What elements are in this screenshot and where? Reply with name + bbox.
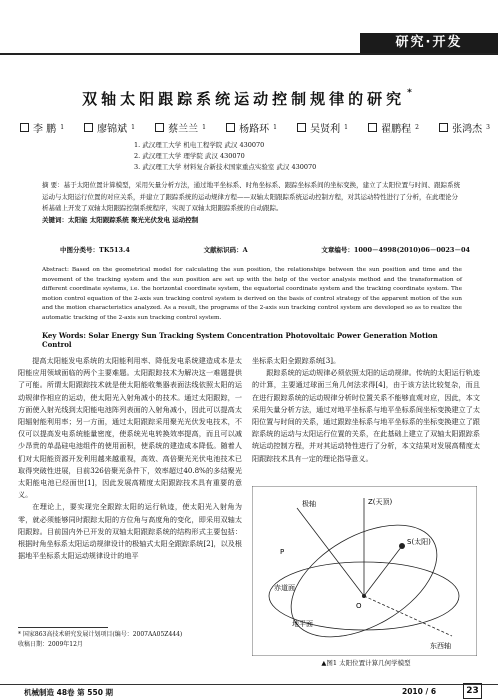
author-affiliation-mark: 1 (344, 124, 348, 131)
author-affiliation-mark: 2 (415, 124, 419, 131)
document-code: 文献标识码：A (203, 246, 248, 254)
section-banner: 研究·开发 (360, 33, 498, 53)
author-affiliation-mark: 1 (131, 124, 135, 131)
classification-row (60, 245, 470, 254)
author-affiliation-mark: 1 (202, 124, 206, 131)
body-paragraph: 坐标系太阳全跟踪系统[3]。 (252, 356, 341, 365)
author-name: 吴贤利 (310, 124, 341, 135)
footer-rule (0, 684, 498, 685)
body-paragraph: 提高太阳能发电系统的太阳能利用率、降低发电系统建造成本是太阳能应用领域面临的两个主要难题。太阳跟踪技术为解决这一难题提供了可能。所谓太阳跟踪技术就是使太阳能收集器表面法线依照太阳的运动规律作相应的运动，使太阳光入射角减小的技术。通过太阳跟踪，一方面使入射光线到太阳能电池阵列表面的入射角减小，因此可以提高太阳辐射能利用率；另一方面，通过太阳跟踪采用聚光光伏发电技术，不仅可以提高发电系统能量密度，使系统光电转换效率提高，而且可以减少昂贵的单晶硅电池组件的使用面积，使系统的建造成本降低。随着人们对太阳能资源开发利用越来越重视，高效、高倍聚光光伏电池技术已取得突破性进展，目前326倍聚光条件下，效率超过40.8%的多结聚光太阳能电池已经面世[1]，因此发展高精度太阳跟踪技术具有重要的意义。 (18, 356, 242, 500)
author-box-icon (439, 123, 448, 132)
author-affiliation-mark: 1 (60, 124, 65, 131)
author-box-icon (368, 123, 377, 132)
article-number: 文章编号：1000－4998(2010)06－0023－04 (321, 246, 470, 254)
sun-point (399, 543, 405, 549)
abstract-cn-text: 摘 要：基于太阳位置计算模型，采用矢量分析方法，通过地平坐标系、时角坐标系、跟踪坐标系间的坐标变换，建立了太阳位置与时间、跟踪系统运动与太阳运行位置的对应关系，并建立了跟踪系统的运动规律方程——双轴太阳跟踪系统运动控制方程，对其运动特性进行了分析，在此理论分析基础上开发了双轴太阳跟踪控制系统程序，实现了双轴太阳跟踪系统的自动跟踪。 (42, 181, 461, 212)
author-affiliation-mark: 1 (273, 124, 277, 131)
body-paragraph: 跟踪系统的运动规律必须依照太阳的运动规律。传统的太阳运行轨迹的计算，主要通过球面三角几何法求得[4]，由于该方法比较复杂，而且在进行跟踪系统的运动规律分析时位置关系不能够直观对应，因此，本文采用矢量分析方法，通过对地平坐标系与地平坐标系间坐标变换建立了太阳位置与时间的关系，通过跟踪坐标系与地平坐标系的坐标变换建立了跟踪系统的运动与太阳运行位置的关系，在此基础上建立了双轴太阳跟踪系统运动控制方程，并对其运动特性进行了分析，本文结果对发展高精度太阳跟踪技术具有一定的理论指导意义。 (252, 368, 480, 463)
body-paragraph: 在理论上，要实现完全跟踪太阳的运行轨迹，使太阳光入射角为零，就必须能够同时跟踪太阳的方位角与高度角的变化，即采用双轴太阳跟踪。目前国内外已开发的双轴太阳跟踪系统的结构形式主要包括：根据时角坐标系太阳运动规律设计的极轴式太阳全跟踪系统[2]，以及根据地平坐标系太阳运动规律设计的地平 (18, 502, 242, 561)
author-box-icon (155, 123, 164, 132)
author (368, 120, 419, 135)
figure-label: S(太阳) (407, 538, 431, 546)
keywords-cn: 关键词：太阳能 太阳跟踪系统 聚光光伏发电 运动控制 (42, 215, 199, 224)
author-name: 廖锦斌 (97, 124, 128, 135)
sun-geometry-diagram (252, 486, 477, 656)
funding-note: * 国家863高技术研究发展计划项目(编号：2007AA05Z444) (18, 631, 183, 638)
issue-date: 2010 / 6 (402, 687, 437, 696)
author (439, 120, 490, 135)
author (155, 120, 206, 135)
author (297, 120, 348, 135)
author (84, 120, 135, 135)
paper-title-text: 双轴太阳跟踪系统运动控制规律的研究 (82, 90, 406, 108)
author-list (20, 120, 490, 135)
journal-issue: 机械制造 48卷 第 550 期 (24, 688, 114, 697)
paper-title (0, 88, 498, 109)
affiliation-1: 1. 武汉理工大学 机电工程学院 武汉 430070 (134, 141, 265, 149)
figure-label: O (356, 602, 362, 610)
figure-label: P (280, 548, 285, 556)
page-number: 23 (463, 683, 482, 699)
abstract-chinese (42, 180, 462, 226)
author-name: 翟鹏程 (381, 124, 412, 135)
footnotes (18, 630, 248, 650)
figure-label: 东西轴 (430, 642, 451, 650)
figure-label: 地平面 (292, 620, 313, 628)
author-box-icon (20, 123, 29, 132)
author-box-icon (84, 123, 93, 132)
clc-number: 中图分类号：TK513.4 (60, 246, 130, 254)
author-name: 张鸿杰 (452, 124, 483, 135)
origin-point (362, 594, 366, 598)
title-footnote-mark: * (407, 88, 416, 98)
figure-label: Z(天顶) (368, 498, 393, 506)
figure-sun-position-model (252, 486, 477, 656)
received-date: 收稿日期：2009年12月 (18, 641, 83, 648)
affiliation-2: 2. 武汉理工大学 理学院 武汉 430070 (134, 152, 245, 160)
author (226, 120, 277, 135)
author-name: 杨路环 (239, 124, 270, 135)
author (20, 120, 64, 135)
author-box-icon (297, 123, 306, 132)
figure-label: 极轴 (302, 500, 316, 508)
body-column-left (18, 355, 242, 562)
figure-label: 赤道面 (274, 584, 295, 592)
keywords-english: Key Words: Solar Energy Sun Tracking System Concentration Photovoltaic Power Generation Motion Control (42, 331, 438, 349)
figure-caption: ▲图1 太阳位置计算几何学模型 (321, 659, 411, 667)
body-column-right (252, 355, 480, 465)
abstract-english: Abstract: Based on the geometrical model for calculating the sun position, the relationships between the sun position and time and the movement of the tracking system and the sun position are set up with the help of the vector analysis method and the transformation of different coordinate systems, i.e. the horizontal coordinate system, the equatorial coordinate system and the tracking coordinate system. The motion control equation of the 2-axis sun tracking control system is derived on the basis of control strategy of the apparent motion of the sun and the motion characteristics analyzed. As a result, the programs of the 2-axis sun tracking control system are developed so as to realize the automatic tracking of the 2-axis sun tracking control system. (42, 267, 462, 321)
author-name: 蔡兰兰 (168, 124, 199, 135)
affiliation-3: 3. 武汉理工大学 材料复合新技术国家重点实验室 武汉 430070 (134, 163, 317, 171)
author-box-icon (226, 123, 235, 132)
author-name: 李 鹏 (33, 124, 57, 135)
header-rule (0, 53, 498, 55)
author-affiliation-mark: 3 (486, 124, 490, 131)
footnote-rule (18, 627, 108, 628)
